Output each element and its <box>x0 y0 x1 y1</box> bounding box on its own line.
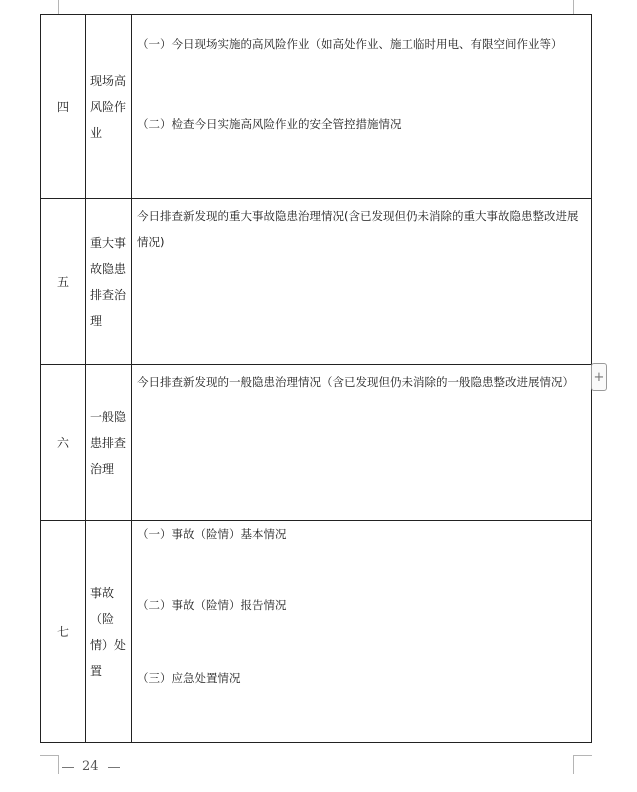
content-item: （三）应急处置情况 <box>137 671 241 685</box>
page-footer <box>0 759 637 775</box>
crop-mark-top-right <box>573 0 592 15</box>
row-number: 四 <box>41 15 86 199</box>
add-row-button[interactable]: + <box>591 363 607 391</box>
row-category: 重大事故隐患排查治理 <box>86 199 132 365</box>
row-content[interactable] <box>132 15 592 199</box>
content-item: 今日排查新发现的一般隐患治理情况（含已发现但仍未消除的一般隐患整改进展情况） <box>137 375 574 389</box>
page-number: 24 <box>82 759 99 774</box>
row-number: 七 <box>41 521 86 743</box>
row-number: 五 <box>41 199 86 365</box>
content-item: （一）今日现场实施的高风险作业（如高处作业、施工临时用电、有限空间作业等） <box>137 37 563 51</box>
row-number: 六 <box>41 365 86 521</box>
row-content[interactable] <box>132 521 592 743</box>
crop-mark-top-left <box>40 0 59 15</box>
table-row <box>41 15 592 199</box>
content-item: （二）检查今日实施高风险作业的安全管控措施情况 <box>137 117 402 131</box>
row-content[interactable] <box>132 365 592 521</box>
row-content[interactable] <box>132 199 592 365</box>
row-category: 现场高风险作业 <box>86 15 132 199</box>
content-item: 今日排查新发现的重大事故隐患治理情况(含已发现但仍未消除的重大事故隐患整改进展情况) <box>137 209 579 249</box>
report-table <box>40 14 592 743</box>
table-row <box>41 199 592 365</box>
footer-dash-left <box>62 767 74 768</box>
table-row <box>41 521 592 743</box>
footer-dash-right <box>108 767 120 768</box>
table-row <box>41 365 592 521</box>
content-item: （二）事故（险情）报告情况 <box>137 598 287 612</box>
content-item: （一）事故（险情）基本情况 <box>137 527 287 541</box>
row-category: 事故（险情）处置 <box>86 521 132 743</box>
row-category: 一般隐患排查治理 <box>86 365 132 521</box>
